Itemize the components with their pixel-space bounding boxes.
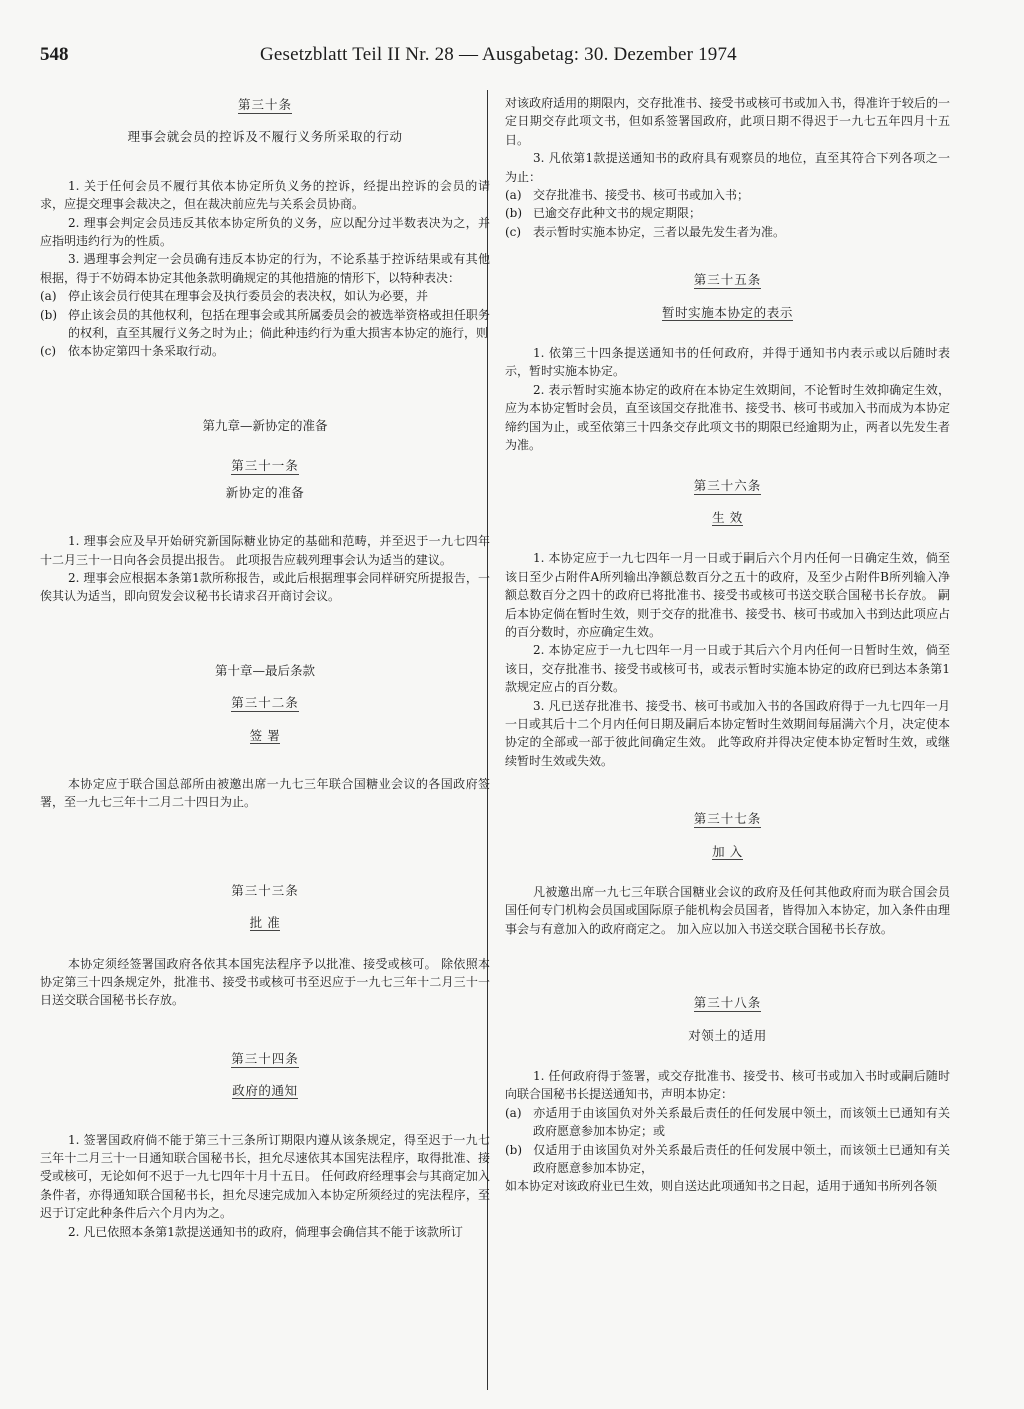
article-heading: 签 署 <box>249 727 281 743</box>
paragraph: 3. 凡已送存批准书、接受书、核可书或加入书的各国政府得于一九七四年一月一日或其后十二个月内任何日期及嗣后本协定暂时生效期间每届满六个月，决定使本协定的全部或一部于彼此间确定生效。 此等政府并得决定使本协定暂时生效，或继续暂时生效或失效。 <box>505 698 950 768</box>
article-heading: 加 入 <box>712 843 743 859</box>
paragraph: 凡被邀出席一九七三年联合国糖业会议的政府及任何其他政府而为联合国会员国任何专门机构会员国或国际原子能机构会员国者，皆得加入本协定，加入条件由理事会与有意加入的政府商定之。 加入应以加入书送交联合国秘书长存放。 <box>505 885 950 936</box>
article-36 <box>505 477 950 771</box>
paragraph: 1. 签署国政府倘不能于第三十三条所订期限内遵从该条规定，得至迟于一九七三年十二月三十一日通知联合国秘书长，担允尽速依其本国宪法程序，取得批准、接受或核可，无论如何不迟于一九七四年十月十五日。 任何政府经理事会与其商定加入条件者，亦得通知联合国秘书长，担允尽速完成加入本协定所须经过的宪法程序，至迟于订定此种条件后六个月内为之。 <box>40 1132 490 1221</box>
list-item: (c) 依本协定第四十条采取行动。 <box>40 344 225 359</box>
paragraph: 本协定应于联合国总部所由被邀出席一九七三年联合国糖业会议的各国政府签署，至一九七三年十二月二十四日为止。 <box>40 776 490 810</box>
paragraph: 1. 本协定应于一九七四年一月一日或于嗣后六个月内任何一日确定生效，倘至该日至少占附件A所列输出净额总数百分之五十的政府，及至少占附件B所列输入净额总数百分之四十的政府已将批准书、接受书或核可书送交联合国秘书长存放。 嗣后本协定倘在暂时生效，则于交存的批准书、接受书、核可书或加入书到达此项应占的百分数时，亦应确定生效。 <box>505 551 950 639</box>
article-31 <box>40 457 490 605</box>
chapter-title: 第十章—最后条款 <box>214 662 315 678</box>
page-header <box>40 44 990 76</box>
right-column <box>505 96 950 1196</box>
article-title: 第三十二条 <box>231 695 299 711</box>
running-head: Gesetzblatt Teil II Nr. 28 — Ausgabetag: 30. Dezember 1974 <box>260 44 737 65</box>
list-item: (a) 亦适用于由该国负对外关系最后责任的任何发展中领土，而该领土已通知有关政府愿意参加本协定；或 <box>505 1105 950 1139</box>
left-column <box>40 96 490 1241</box>
article-33 <box>40 882 490 1010</box>
article-38 <box>505 994 950 1196</box>
paragraph: 2. 理事会应根据本条第1款所称报告，或此后根据理事会同样研究所提报告，一俟其认为适当，即向贸发会议秘书长请求召开商讨会议。 <box>40 570 490 604</box>
article-32 <box>40 694 490 812</box>
article-heading: 理事会就会员的控诉及不履行义务所采取的行动 <box>127 129 403 145</box>
list-item: (b) 停止该会员的其他权利，包括在理事会或其所属委员会的被选举资格或担任职务的权利，直至其履行义务之时为止；倘此种违约行为重大损害本协定的施行，则 <box>40 307 490 341</box>
article-35 <box>505 271 950 454</box>
article-34 <box>40 1050 490 1241</box>
list-item: (a) 交存批准书、接受书、核可书或加入书； <box>505 188 750 203</box>
article-heading: 政府的通知 <box>232 1083 298 1099</box>
page-number: 548 <box>40 44 69 65</box>
list-item: (b) 已逾交存此种文书的规定期限； <box>505 206 702 221</box>
paragraph: 1. 依第三十四条提送通知书的任何政府，并得于通知书内表示或以后随时表示，暂时实施本协定。 <box>505 346 950 379</box>
paragraph: 1. 理事会应及早开始研究新国际糖业协定的基础和范畴，并至迟于一九七四年十二月三十一日向各会员提出报告。 此项报告应载列理事会认为适当的建议。 <box>40 534 490 567</box>
article-30 <box>40 96 490 361</box>
paragraph: 本协定须经签署国政府各依其本国宪法程序予以批准、接受或核可。 除依照本协定第三十四条规定外，批准书、接受书或核可书至迟应于一九七三年十二月三十一日送交联合国秘书长存放。 <box>40 956 490 1008</box>
article-heading: 新协定的准备 <box>225 484 305 500</box>
list-item: (b) 仅适用于由该国负对外关系最后责任的任何发展中领土，而该领土已通知有关政府愿意参加本协定， <box>505 1142 950 1176</box>
list-item: (c) 表示暂时实施本协定，三者以最先发生者为准。 <box>505 224 786 239</box>
article-title: 第三十七条 <box>693 811 762 827</box>
paragraph: 2. 理事会判定会员违反其依本协定所负的义务，应以配分过半数表决为之，并应指明违约行为的性质。 <box>40 215 490 249</box>
article-heading: 对领土的适用 <box>688 1027 767 1043</box>
paragraph: 1. 关于任何会员不履行其依本协定所负义务的控诉，经提出控诉的会员的请求，应提交理事会裁决之，但在裁决前应先与关系会员协商。 <box>40 178 490 212</box>
article-heading: 批 准 <box>249 915 281 931</box>
article-heading: 生 效 <box>712 509 743 525</box>
paragraph: 3. 遇理事会判定一会员确有违反本协定的行为，不论系基于控诉结果或有其他根据，得于不妨碍本协定其他条款明确规定的其他措施的情形下，以特种表决： <box>40 252 490 285</box>
article-37 <box>505 810 950 938</box>
article-title: 第三十六条 <box>693 477 762 493</box>
article-heading: 暂时实施本协定的表示 <box>661 304 793 320</box>
article-title: 第三十一条 <box>231 458 299 474</box>
article-title: 第三十三条 <box>231 882 299 898</box>
list-item: (a) 停止该会员行使其在理事会及执行委员会的表决权，如认为必要，并 <box>40 289 429 304</box>
article-title: 第三十五条 <box>693 272 762 288</box>
chapter-title: 第九章—新协定的准备 <box>202 417 328 433</box>
article-title: 第三十四条 <box>231 1050 299 1066</box>
paragraph: 3. 凡依第1款提送通知书的政府具有观察员的地位，直至其符合下列各项之一为止： <box>505 151 950 184</box>
paragraph-continued: 对该政府适用的期限内，交存批准书、接受书或核可书或加入书，得准许于较后的一定日期交存此项文书，但如系签署国政府，此项日期不得迟于一九七五年四月十五日。 <box>505 96 950 147</box>
paragraph: 如本协定对该政府业已生效，则自送达此项通知书之日起，适用于通知书所列各领 <box>505 1179 938 1194</box>
paragraph: 2. 凡已依照本条第1款提送通知书的政府，倘理事会确信其不能于该款所订 <box>68 1224 463 1239</box>
article-title: 第三十条 <box>237 97 292 112</box>
paragraph: 2. 表示暂时实施本协定的政府在本协定生效期间，不论暂时生效抑确定生效，应为本协定暂时会员，直至该国交存批准书、接受书、核可书或加入书而成为本协定缔约国为止，或至依第三十四条交存此项文书的期限已经逾期为止，两者以先发生者为准。 <box>505 382 950 453</box>
article-title: 第三十八条 <box>693 995 762 1011</box>
paragraph: 2. 本协定应于一九七四年一月一日或于其后六个月内任何一日暂时生效，倘至该日，交存批准书、接受书或核可书，或表示暂时实施本协定的政府已到达本条第1款规定应占的百分数。 <box>505 643 950 695</box>
paragraph: 1. 任何政府得于签署，或交存批准书、接受书、核可书或加入书时或嗣后随时向联合国秘书长提送通知书，声明本协定： <box>505 1069 950 1102</box>
